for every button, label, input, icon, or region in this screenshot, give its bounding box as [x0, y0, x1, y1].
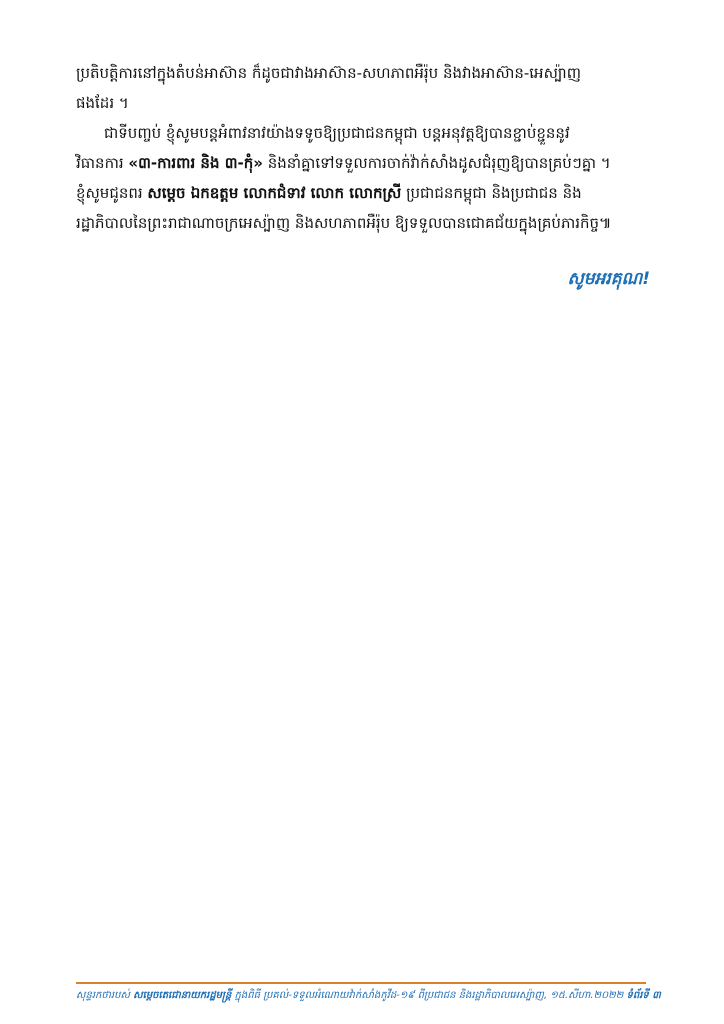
paragraph-1-line-2: ផងដែរ ។: [76, 94, 129, 112]
footer-speaker: សម្តេចតេជោនាយករដ្ឋមន្ត្រី: [133, 990, 232, 1001]
footer-prefix: សុន្ទរកថារបស់: [76, 990, 134, 1001]
paragraph-2-line-4: រដ្ឋាភិបាលនៃព្រះរាជាណាចក្រអេស្ប៉ាញ និងសហភាពអឺរ៉ុប ឱ្យទទួលបានជោគជ័យក្នុងគ្រប់ភារកិច្ច៕: [76, 214, 612, 232]
page-footer: [76, 988, 661, 1004]
paragraph-2-line-3: [76, 178, 656, 208]
paragraph-2-line-2: [76, 148, 656, 178]
page-number: ទំព័រទី ៣: [626, 990, 661, 1001]
footer-rule: [76, 982, 646, 984]
paragraph-1: [76, 58, 656, 118]
thank-you-closing: សូមអរគុណ!: [567, 269, 650, 289]
paragraph-2-line-1: ជាទីបញ្ចប់ ខ្ញុំសូមបន្តអំពាវនាវយ៉ាងទទូចឱ្យប្រជាជនកម្ពុជា បន្តអនុវត្តឱ្យបានខ្ជាប់ខ្ជួននូវ: [104, 124, 570, 142]
measures-slogan: «៣-ការពារ និង ៣-កុំ»: [128, 154, 263, 172]
paragraph-1-line-1: ប្រតិបត្តិការនៅក្នុងតំបន់អាស៊ាន ក៏ដូចជាវាងអាស៊ាន-សហភាពអឺរ៉ុប និងវាងអាស៊ាន-អេស្ប៉ាញ: [76, 64, 582, 82]
speech-body: [76, 58, 656, 238]
measures-tail: និងនាំគ្នាទៅទទួលការចាក់វ៉ាក់សាំងដូសជំរុញឱ្យបានគ្រប់ៗគ្នា ។: [262, 154, 611, 172]
honorifics: សម្តេច ឯកឧត្តម លោកជំទាវ លោក លោកស្រី: [147, 184, 402, 202]
paragraph-2: [76, 118, 656, 238]
wishes-recipients: ប្រជាជនកម្ពុជា និងប្រជាជន និង: [401, 184, 582, 202]
footer-event: ក្នុងពិធី ប្រគល់-ទទួលអំណោយវ៉ាក់សាំងកូវីដ-១៩ ពីប្រជាជន និងរដ្ឋាភិបាលអេស្ប៉ាញ, ១៥.សីហា.២០២២: [231, 990, 627, 1001]
measures-intro: វិធានការ: [76, 154, 129, 172]
wishes-intro: ខ្ញុំសូមជូនពរ: [76, 184, 148, 202]
